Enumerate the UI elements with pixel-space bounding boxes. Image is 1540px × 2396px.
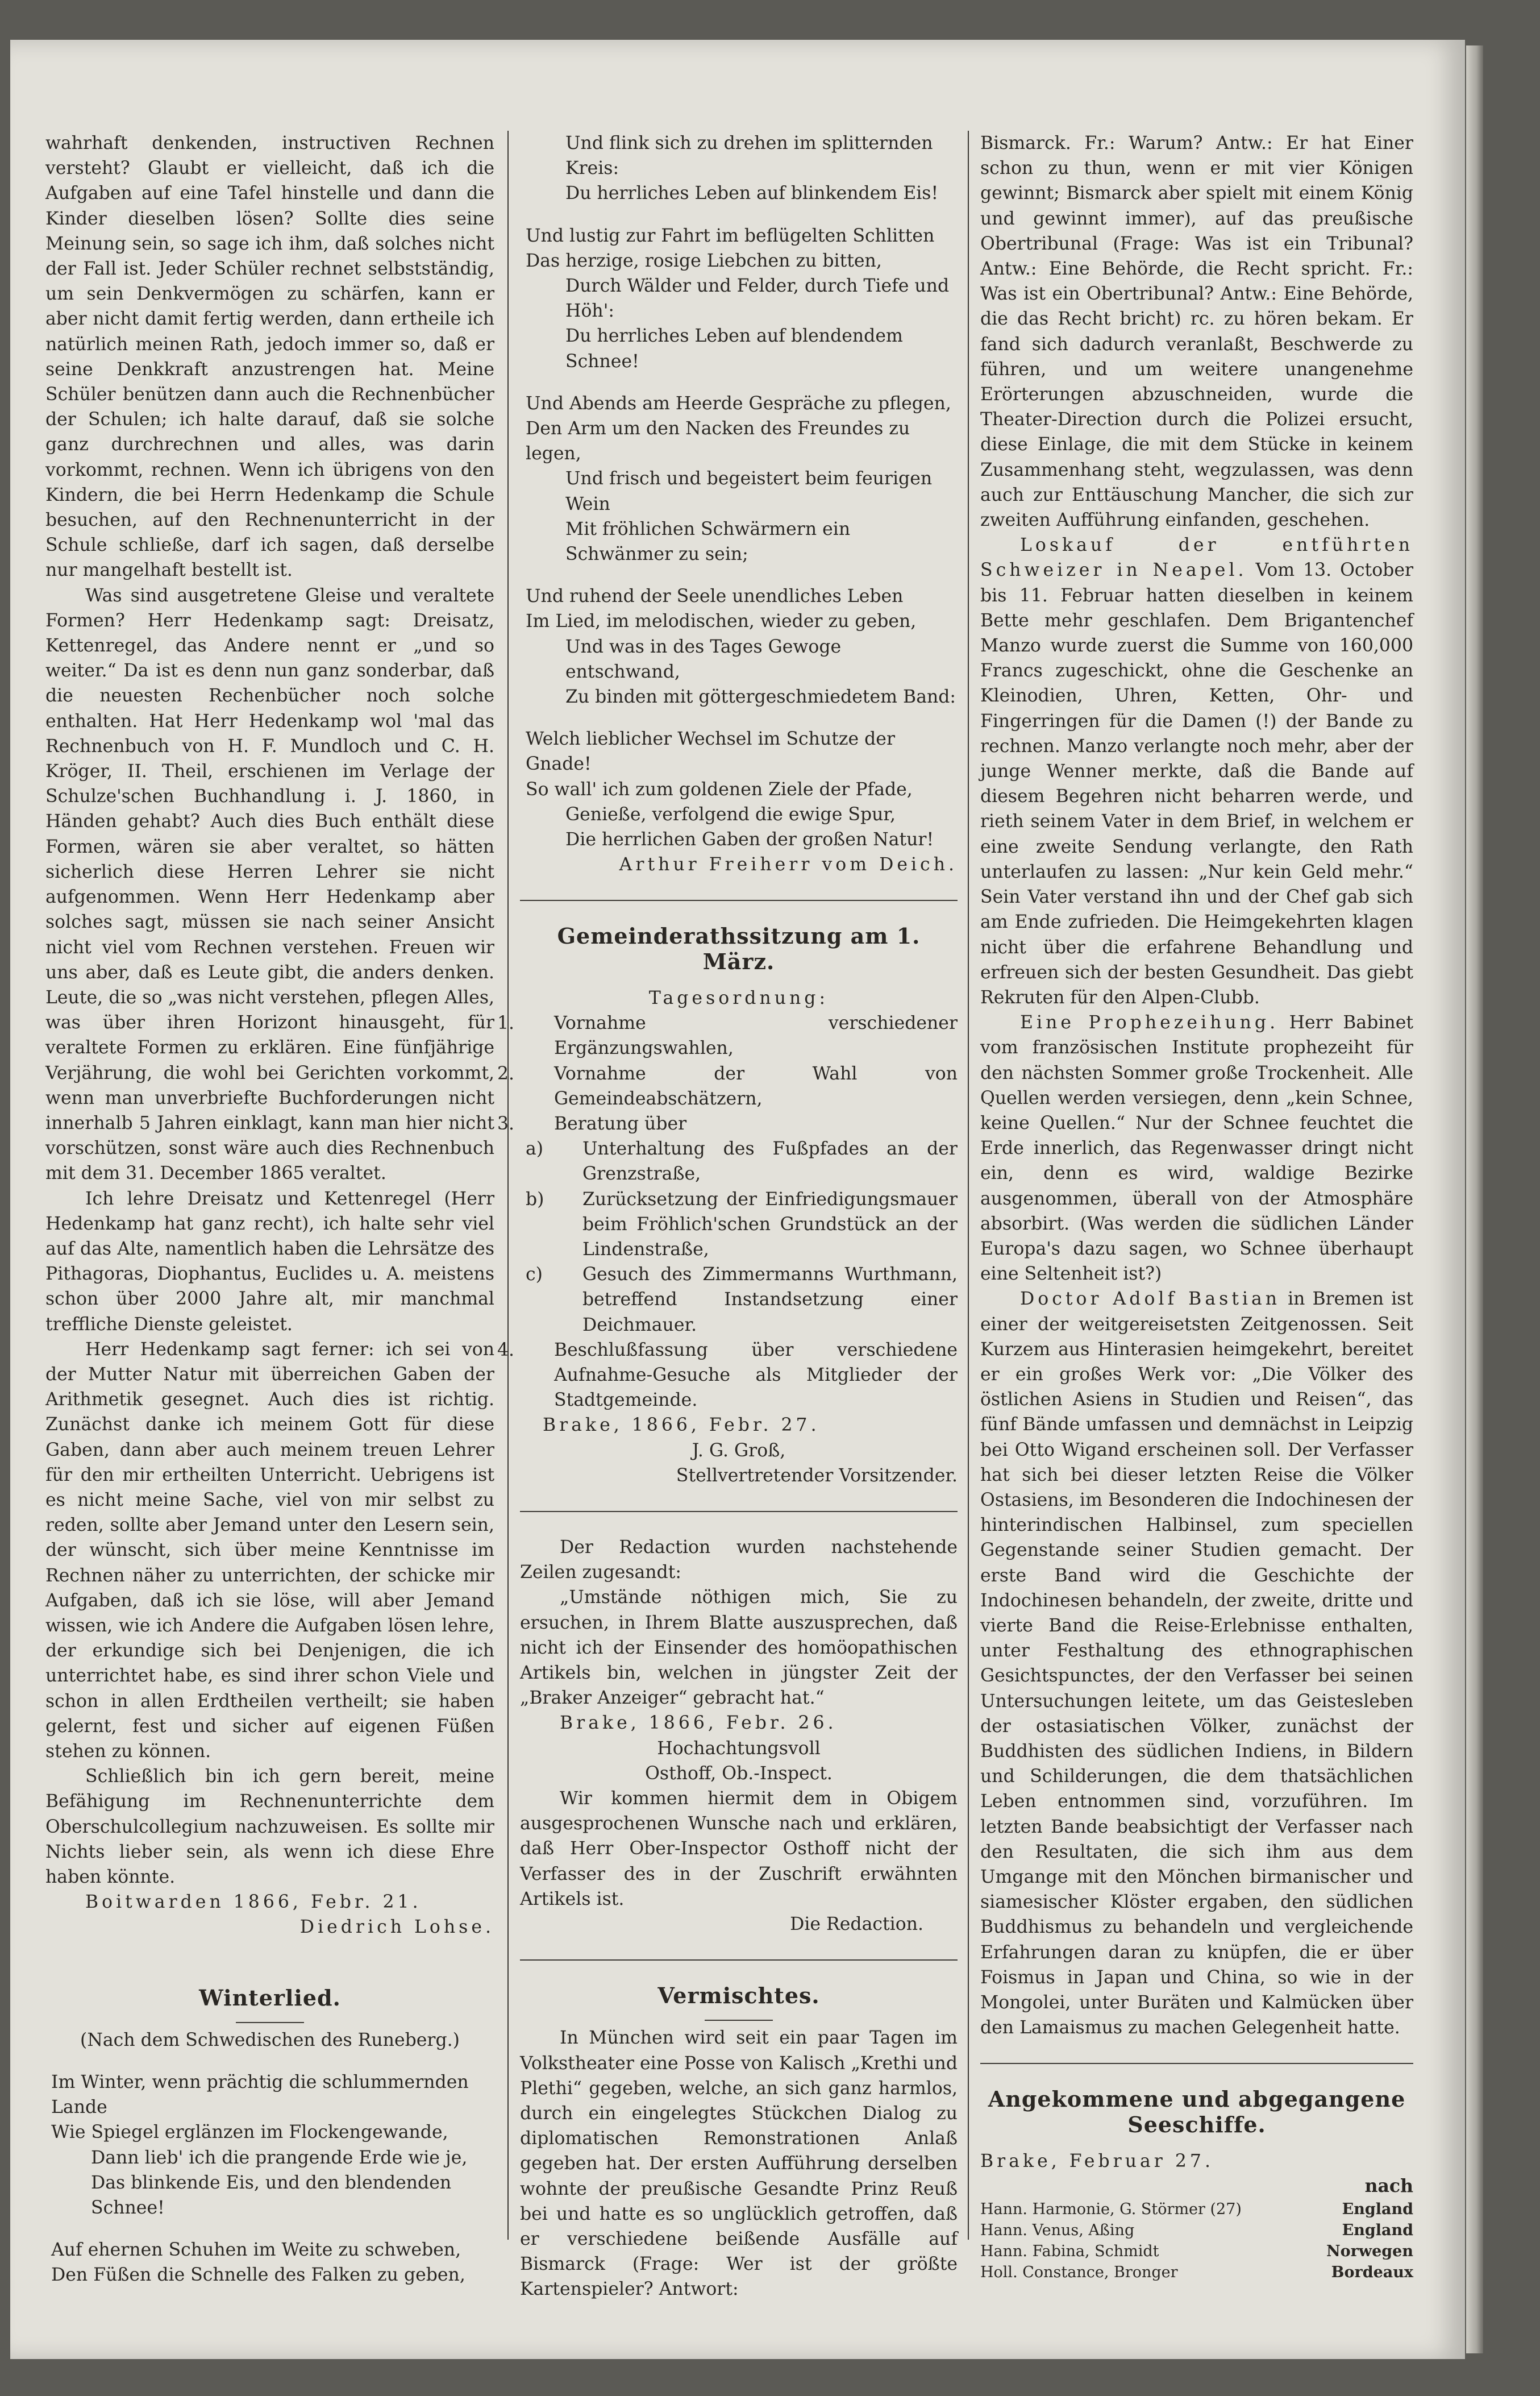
ships-list bbox=[980, 2199, 1413, 2283]
editor-note-signature: Osthoff, Ob.-Inspect. bbox=[645, 1763, 833, 1784]
column-divider-1 bbox=[507, 131, 509, 2240]
agenda-item: 2. Vornahme der Wahl von Gemeindeabschätzern, bbox=[497, 1063, 958, 1109]
poem-verse: Du herrliches Leben auf blendendem Schnee! bbox=[565, 326, 903, 372]
poem-verse: Mit fröhlichen Schwärmern ein Schwänmer zu sein; bbox=[565, 518, 851, 565]
poem-verse: Du herrliches Leben auf blinkendem Eis! bbox=[565, 183, 939, 204]
poem-author: Arthur Freiherr vom Deich. bbox=[619, 854, 958, 875]
misc-article-4-head: Doctor Adolf Bastian bbox=[1020, 1289, 1281, 1310]
poem-verse: Wie Spiegel erglänzen im Flockengewande, bbox=[51, 2122, 448, 2143]
article-rechnen-dateline: Boitwarden 1866, Febr. 21. bbox=[85, 1892, 422, 1913]
column-3 bbox=[980, 131, 1413, 2283]
article-rechnen-p3: Ich lehre Dreisatz und Kettenregel (Herr Hedenkamp hat ganz recht), ich halte sehr viel auf das Alte, namentlich haben die Lehrsätze des Pithagoras, Diophantus, Euclides u. A. meistens schon über 2000 Jahre alt, mir manchmal treffliche Dienste geleistet. bbox=[45, 1188, 494, 1335]
column-divider-2 bbox=[968, 131, 969, 2240]
ships-date: Brake, Februar 27. bbox=[980, 2150, 1214, 2171]
agenda-subitem: b) Zurücksetzung der Einfriedigungsmauer beim Fröhlich'schen Grundstück an der Lindenstraße, bbox=[526, 1189, 958, 1260]
article-rechnen-p5: Schließlich bin ich gern bereit, meine Befähigung im Rechnenunterrichte dem Oberschulcollegium nachzuweisen. Es sollte mir Nichts lieber sein, als wenn ich diese Ehre haben könnte. bbox=[45, 1766, 494, 1888]
article-rechnen-p2: Was sind ausgetretene Gleise und veraltete Formen? Herr Hedenkamp sagt: Dreisatz, Kettenregel, das Andere nennt er „und so weiter.“ Da ist es denn nun ganz sonderbar, daß die neuesten Rechenbücher noch solche enthalten. Hat Herr Hedenkamp wol 'mal das Rechnenbuch von H. F. Mundloch und C. H. Kröger, II. Theil, erschienen im Verlage der Schulze'schen Buchhandlung i. J. 1860, in Händen gehabt? Auch dies Buch enthält diese Formen, wären sie aber veraltet, so hätten sicherlich diese Herren Lehrer sie nicht aufgenommen. Wenn Herr Hedenkamp aber solches sagt, müssen sie nach seiner Ansicht nicht viel vom Rechnen verstehen. Freuen wir uns aber, daß es Leute gibt, die anders denken. Leute, die so „was nicht verstehen, pflegen Alles, was über ihren Horizont hinausgeht, für veraltete Formen zu erklären. Eine fünfjährige Verjährung, die wohl bei Gerichten vorkommt, wenn man unverbriefte Buchforderungen nicht innerhalb 5 Jahren einklagt, kann man hier nicht vorschützen, sonst wäre auch dies Rechnenbuch mit dem 31. December 1865 veraltet. bbox=[45, 585, 494, 1184]
misc-article-2-head: Loskauf der entführten Schweizer in Neapel. bbox=[980, 535, 1413, 581]
misc-article-3-head: Eine Prophezeihung. bbox=[1020, 1012, 1279, 1033]
ship-row: Hann. Harmonie, G. Störmer (27) England bbox=[980, 2200, 1413, 2219]
section-divider bbox=[520, 1511, 958, 1512]
agenda-item: 3. Beratung über bbox=[497, 1113, 687, 1134]
ships-heading: Angekommene und abgegangene Seeschiffe. bbox=[988, 2086, 1406, 2137]
poem-verse: Das herzige, rosige Liebchen zu bitten, bbox=[526, 250, 882, 271]
council-date: Brake, 1866, Febr. 27. bbox=[543, 1415, 820, 1436]
council-role: Stellvertretender Vorsitzender. bbox=[676, 1465, 958, 1486]
poem-verse: Durch Wälder und Felder, durch Tiefe und Höh': bbox=[565, 276, 950, 322]
poem-stanza-2 bbox=[45, 2237, 494, 2287]
poem-verse: Im Winter, wenn prächtig die schlummernden Lande bbox=[51, 2072, 469, 2118]
poem-verse: Den Füßen die Schnelle des Falken zu geben, bbox=[51, 2265, 465, 2286]
poem-stanza-2-cont bbox=[520, 131, 958, 206]
section-divider bbox=[520, 1959, 958, 1961]
poem-verse: Zu binden mit göttergeschmiedetem Band: bbox=[565, 687, 956, 708]
poem-verse: Und lustig zur Fahrt im beflügelten Schlitten bbox=[526, 225, 935, 246]
article-rechnen-p4: Herr Hedenkamp sagt ferner: ich sei von der Mutter Natur mit überreichen Gaben der Arithmetik gesegnet. Auch dies ist richtig. Zunächst danke ich meinem Gott für diese Gaben, dann aber auch meinem treuen Lehrer für den mir ertheilten Unterricht. Uebrigens ist es nicht meine Sache, viel von mir selbst zu reden, sollte aber Jemand unter den Lesern sein, der wünscht, sich über meine Kenntnisse im Rechnen näher zu unterrichten, der schicke mir Aufgaben, daß ich sie löse, will aber Jemand wissen, wie ich Andere die Aufgaben lösen lehre, der erkundige sich bei Denjenigen, die ich unterrichtet habe, es sind ihrer schon Viele und schon in allen Erdtheilen vertheilt; sie haben gelernt, fest und sicher auf eigenen Füßen stehen zu können. bbox=[45, 1339, 494, 1762]
agenda-item: 4. Beschlußfassung über verschiedene Aufnahme-Gesuche als Mitglieder der Stadtgemeinde. bbox=[497, 1339, 958, 1411]
poem-stanza-6 bbox=[520, 726, 958, 852]
poem-verse: Das blinkende Eis, und den blendenden Schnee! bbox=[91, 2172, 452, 2219]
column-2 bbox=[497, 131, 958, 2302]
title-underline bbox=[236, 2022, 304, 2023]
poem-stanza-5 bbox=[520, 584, 958, 709]
poem-verse: Im Lied, im melodischen, wieder zu geben, bbox=[526, 611, 917, 632]
misc-heading: Vermischtes. bbox=[657, 1983, 820, 2009]
poem-verse: So wall' ich zum goldenen Ziele der Pfade, bbox=[526, 779, 913, 800]
editor-note-regards: Hochachtungsvoll bbox=[657, 1738, 821, 1759]
poem-verse: Und ruhend der Seele unendliches Leben bbox=[526, 586, 904, 607]
misc-article-1: In München wird seit ein paar Tagen im Volkstheater eine Posse von Kalisch „Krethi und Plethi“ gegeben, welche, an sich ganz harmlos, durch ein eingelegtes Stückchen Dialog zu diplomatischen Remonstrationen Anlaß gegeben hat. Der ersten Aufführung derselben wohnte der preußische Gesandte Prinz Reuß bei und hatte es so unglücklich getroffen, daß er verschiedene beißende Ausfälle auf Bismarck (Frage: Wer ist der größte Kartenspieler? Antwort: bbox=[520, 2028, 958, 2300]
poem-source: (Nach dem Schwedischen des Runeberg.) bbox=[80, 2029, 460, 2050]
poem-stanza-3 bbox=[520, 223, 958, 374]
misc-article-2: Loskauf der entführten Schweizer in Neapel. Vom 13. October bis 11. Februar hatten dieselben in keinem Bette mehr geschlafen. Dem Brigantenchef Manzo wurde zuerst die Summe von 160,000 Francs zugeschickt, ohne die Geschenke an Kleinodien, Uhren, Ketten, Ohr- und Fingerringen für die Damen (!) der Bande zu rechnen. Manzo verlangte noch mehr, aber der junge Wenner merkte, daß die Bande auf diesem Begehren nicht beharren werde, und rieth seinem Vater in dem Brief, in welchem er eine zweite Sendung verlangte, den Rath unterlaufen zu lassen: „Nur kein Geld mehr.“ Sein Vater verstand ihn und der Chef gab sich am Ende zufrieden. Die Heimgekehrten klagen nicht über die erfahrene Behandlung und erfreuen sich der besten Gesundheit. Das giebt Rekruten für den Alpen-Clubb. bbox=[980, 535, 1414, 1008]
council-signature: J. G. Groß, bbox=[692, 1440, 786, 1461]
misc-article-4: Doctor Adolf Bastian in Bremen ist einer der weitgereisetsten Zeitgenossen. Seit Kurzem aus Hinterasien heimgekehrt, bereitet er ein großes Werk vor: „Die Völker des östlichen Asiens in Studien und Reisen“, das fünf Bände umfassen und demnächst in Leipzig bei Otto Wigand erscheinen soll. Der Verfasser hat sich bei dieser letzten Reise die Völker Ostasiens, im Besonderen die Indochinesen der hinterindischen Halbinsel, zum speciellen Gegenstande seiner Studien gemacht. Der erste Band wird die Geschichte der Indochinesen behandeln, der zweite, dritte und vierte Band die Reise-Erlebnisse enthalten, unter Festhaltung des ethnographischen Gesichtspunctes, der den Verfasser bei seinen Untersuchungen leitete, um das Geistesleben der ostasiatischen Völker, zunächst der Buddhisten des südlichen Indiens, in Bildern und Schilderungen, die dem thatsächlichen Leben entnommen sind, vorzuführen. Im letzten Bande beabsichtigt der Verfasser nach den Resultaten, die sich ihm aus dem Umgange mit den Mönchen birmanischer und siamesischer Klöster ergaben, den südlichen Buddhismus zu behandeln und vergleichende Erfahrungen daran zu knüpfen, die er über Foismus in Japan und China, so wie in der Mongolei, unter Buräten und Kalmücken über den Lamaismus zu machen Gelegenheit hatte. bbox=[980, 1289, 1413, 2038]
poem-stanza-4 bbox=[520, 391, 958, 567]
column-1 bbox=[45, 131, 494, 2288]
article-rechnen-signature: Diedrich Lohse. bbox=[299, 1917, 494, 1938]
council-heading: Gemeinderathssitzung am 1. März. bbox=[557, 923, 921, 974]
poem-title: Winterlied. bbox=[199, 1984, 341, 2011]
page-edge-shadow bbox=[1466, 45, 1483, 2353]
agenda-list bbox=[497, 1011, 958, 1413]
editor-note-intro: Der Redaction wurden nachstehende Zeilen zugesandt: bbox=[520, 1537, 958, 1583]
ship-row: Hann. Venus, Aßing England bbox=[980, 2221, 1413, 2240]
poem-verse: Und Abends am Heerde Gespräche zu pflegen, bbox=[526, 393, 951, 414]
section-divider bbox=[520, 900, 958, 901]
poem-verse: Welch lieblicher Wechsel im Schutze der Gnade! bbox=[526, 729, 896, 775]
poem-verse: Dann lieb' ich die prangende Erde wie je, bbox=[91, 2147, 468, 2168]
editor-note-redaction: Die Redaction. bbox=[790, 1914, 923, 1934]
article-rechnen-p1: wahrhaft denkenden, instructiven Rechnen versteht? Glaubt er vielleicht, daß ich die Aufgaben auf eine Tafel hinstelle und dann die Kinder dieselben lösen? Sollte dies seine Meinung sein, so sage ich ihm, daß solches nicht der Fall ist. Jeder Schüler rechnet selbstständig, um sein Denkvermögen zu schärfen, kann er aber nicht damit fertig werden, dann ertheile ich natürlich meinen Rath, jedoch immer so, daß er seine Denkkraft anzustrengen hat. Meine Schüler benützen dann auch die Rechnenbücher der Schulen; ich halte darauf, daß sie solche ganz durchrechnen und alles, was darin vorkommt, rechnen. Wenn ich übrigens von den Kindern, die bei Herrn Hedenkamp die Schule besuchen, auf den Rechnenunterricht in der Schule schließe, darf ich sagen, daß derselbe nur mangelhaft bestellt ist. bbox=[45, 133, 494, 581]
poem-verse: Und was in des Tages Gewoge entschwand, bbox=[565, 636, 842, 682]
misc-article-3: Eine Prophezeihung. Herr Babinet vom französischen Institute prophezeiht für den nächsten Sommer große Trockenheit. Alle Quellen werden versiegen, denn „kein Schnee, keine Quellen.“ Nur der Schnee feuchtet die Erde innerlich, das Regenwasser dringt nicht ein, denn es wird, waldige Bezirke ausgenommen, überall von der Atmosphäre absorbirt. (Was werden die südlichen Länder Europa's dazu sagen, wo Schnee überhaupt eine Seltenheit ist?) bbox=[980, 1012, 1413, 1285]
ships-direction: nach bbox=[1364, 2175, 1413, 2197]
agenda-subitem: c) Gesuch des Zimmermanns Wurthmann, betreffend Instandsetzung einer Deichmauer. bbox=[526, 1264, 958, 1335]
agenda-item: 1. Vornahme verschiedener Ergänzungswahlen, bbox=[497, 1013, 958, 1059]
poem-verse: Die herrlichen Gaben der großen Natur! bbox=[565, 829, 934, 850]
poem-verse: Und flink sich zu drehen im splitternden Kreis: bbox=[565, 133, 933, 179]
agenda-subitem: a) Unterhaltung des Fußpfades an der Grenzstraße, bbox=[526, 1139, 958, 1185]
editor-note-reply: Wir kommen hiermit dem in Obigem ausgesprochenen Wunsche nach und erklären, daß Herr Ober-Inspector Osthoff nicht der Verfasser des in der Zuschrift erwähnten Artikels ist. bbox=[520, 1788, 958, 1909]
poem-stanza-1 bbox=[45, 2070, 494, 2220]
poem-verse: Genieße, verfolgend die ewige Spur, bbox=[565, 804, 896, 825]
agenda-title: Tagesordnung: bbox=[648, 987, 829, 1008]
editor-note-date: Brake, 1866, Febr. 26. bbox=[560, 1713, 837, 1734]
ship-row: Holl. Constance, Bronger Bordeaux bbox=[980, 2264, 1413, 2282]
editor-note-body: „Umstände nöthigen mich, Sie zu ersuchen, in Ihrem Blatte auszusprechen, daß nicht ich der Einsender des homöopathischen Artikels bin, welchen in jüngster Zeit der „Braker Anzeiger“ gebracht hat.“ bbox=[520, 1587, 958, 1709]
ship-row: Hann. Fabina, Schmidt Norwegen bbox=[980, 2243, 1413, 2261]
poem-verse: Den Arm um den Nacken des Freundes zu legen, bbox=[526, 418, 910, 464]
poem-verse: Auf ehernen Schuhen im Weite zu schweben, bbox=[51, 2240, 461, 2261]
misc-article-1-cont: Bismarck. Fr.: Warum? Antw.: Er hat Einer schon zu thun, wenn er mit vier Königen gewinnt; Bismarck aber spielt mit einem König und gewinnt immer), auf das preußische Obertribunal (Frage: Was ist ein Tribunal? Antw.: Eine Behörde, die Recht spricht. Fr.: Was ist ein Obertribunal? Antw.: Eine Behörde, die das Recht bricht) rc. zu hören bekam. Er fand sich dadurch veranlaßt, Beschwerde zu führen, und um weitere unangenehme Erörterungen abzuschneiden, wurde die Theater-Direction durch die Polizei ersucht, diese Einlage, die mit dem Stücke in keinem Zusammenhang steht, wegzulassen, was denn auch zur Enttäuschung Mancher, die sich zur zweiten Aufführung einfanden, geschehen. bbox=[980, 133, 1413, 531]
title-underline bbox=[705, 2020, 773, 2021]
poem-verse: Und frisch und begeistert beim feurigen Wein bbox=[565, 468, 933, 514]
section-divider bbox=[980, 2063, 1413, 2064]
